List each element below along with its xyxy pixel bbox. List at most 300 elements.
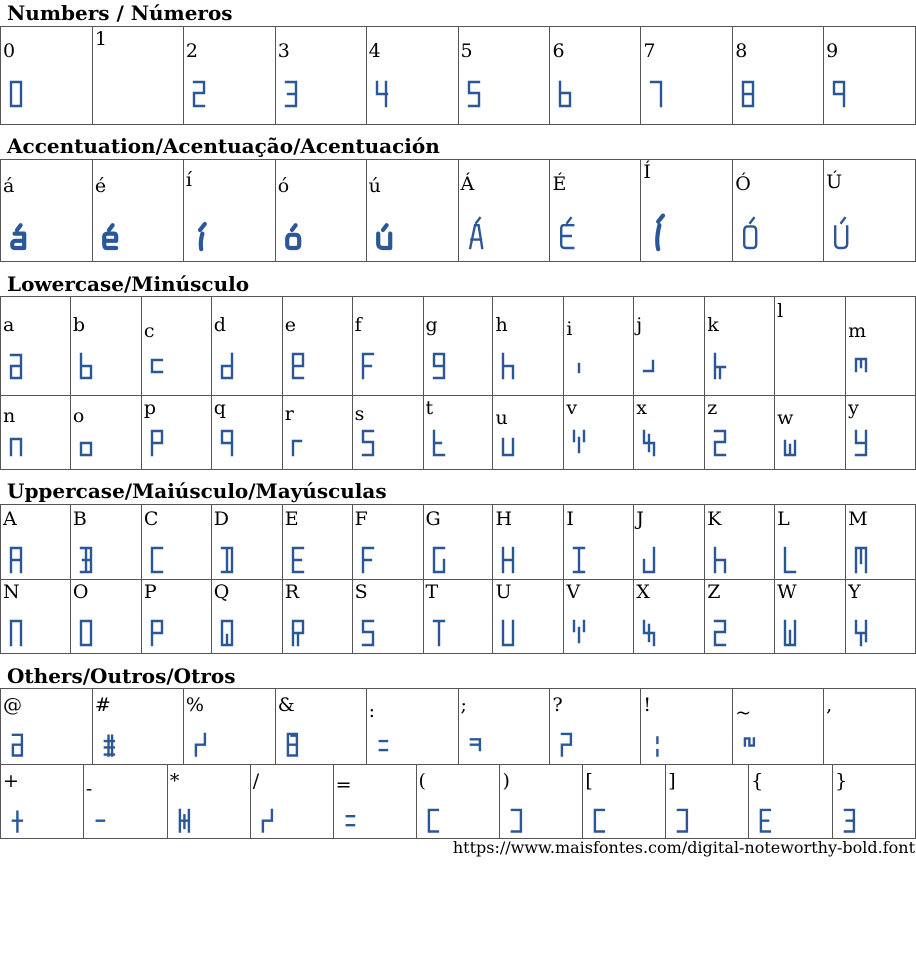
- glyph-shape: [152, 360, 162, 372]
- glyph-cell-slash: [251, 765, 334, 839]
- glyph-label: }: [835, 770, 848, 792]
- glyph-label: ?: [552, 694, 563, 716]
- glyph-label: -: [85, 778, 93, 800]
- glyph-preview: [705, 297, 775, 396]
- glyph-label: ): [502, 770, 510, 792]
- glyph-cell-lower-h: [493, 297, 564, 396]
- glyph-preview: [493, 580, 564, 654]
- glyph-cell-lower-i: [564, 297, 634, 396]
- glyph-shape: [81, 443, 91, 455]
- glyph-cell-upper-i-acute: [641, 160, 733, 262]
- glyph-label: Q: [213, 581, 230, 603]
- glyph-label: (: [418, 770, 426, 792]
- glyph-preview: [84, 765, 168, 839]
- glyph-shape: [434, 548, 444, 572]
- glyph-cell-upper-d: [212, 505, 283, 580]
- glyph-shape: [434, 431, 444, 455]
- glyph-label: p: [143, 397, 157, 419]
- glyph-label: /: [252, 770, 260, 792]
- glyph-cell-at: [1, 689, 93, 765]
- glyph-cell-upper-l: [775, 505, 846, 580]
- glyph-label: á: [3, 175, 15, 197]
- glyph-label: ú: [368, 175, 381, 197]
- glyph-shape: [715, 431, 725, 455]
- glyph-label: w: [777, 407, 794, 429]
- glyph-cell-upper-q: [212, 580, 283, 654]
- glyph-shape: [222, 548, 232, 572]
- accents-grid: [0, 159, 916, 262]
- numbers-grid: [0, 26, 916, 125]
- glyph-preview: [334, 765, 417, 839]
- glyph-label: ]: [668, 770, 676, 792]
- glyph-label: N: [3, 581, 20, 603]
- glyph-preview: [749, 765, 833, 839]
- glyph-label: W: [777, 581, 797, 603]
- glyph-label: é: [94, 175, 107, 197]
- glyph-label: K: [707, 508, 722, 530]
- glyph-cell-hash: [93, 689, 184, 765]
- glyph-preview: [424, 580, 494, 654]
- glyph-label: e: [284, 314, 296, 336]
- glyph-cell-upper-r: [283, 580, 353, 654]
- glyph-label: !: [643, 694, 651, 716]
- glyph-shape: [503, 439, 513, 455]
- glyph-cell-asterisk: [168, 765, 251, 839]
- glyph-cell-lower-v: [564, 396, 634, 470]
- glyph-preview: [459, 689, 551, 765]
- glyph-shape: [363, 621, 373, 645]
- glyph-cell-colon: [367, 689, 459, 765]
- glyph-label: q: [213, 397, 226, 419]
- glyph-shape: [562, 734, 571, 756]
- glyph-preview: [71, 580, 142, 654]
- glyph-cell-lower-b: [71, 297, 142, 396]
- glyph-shape: [152, 621, 162, 645]
- glyph-cell-upper-k: [705, 505, 775, 580]
- glyph-cell-lower-a: [1, 297, 71, 396]
- glyph-preview: [824, 160, 916, 262]
- glyph-preview: [424, 396, 494, 470]
- glyph-cell-upper-y: [846, 580, 916, 654]
- glyph-preview: [212, 580, 283, 654]
- glyph-shape: [856, 548, 866, 572]
- glyph-cell-equals: [334, 765, 417, 839]
- glyph-shape: [715, 621, 725, 645]
- glyph-cell-digit-0: [1, 27, 93, 125]
- glyph-cell-i-acute: [184, 160, 276, 262]
- glyph-label: ó: [277, 175, 290, 197]
- glyph-cell-lower-q: [212, 396, 283, 470]
- glyph-preview: [733, 160, 824, 262]
- glyph-label: É: [552, 173, 567, 195]
- glyph-shape: [512, 810, 521, 832]
- glyph-cell-upper-u: [493, 580, 564, 654]
- glyph-cell-o-acute: [276, 160, 367, 262]
- glyph-shape: [11, 621, 21, 645]
- glyph-preview: [775, 505, 846, 580]
- glyph-preview: [705, 396, 775, 470]
- glyph-preview: [550, 27, 641, 125]
- glyph-shape: [785, 441, 795, 455]
- glyph-shape: [196, 734, 205, 756]
- glyph-cell-ampersand: [276, 689, 367, 765]
- glyph-shape: [743, 82, 753, 106]
- glyph-cell-upper-w: [775, 580, 846, 654]
- glyph-shape: [715, 548, 725, 572]
- glyph-label: v: [566, 397, 578, 419]
- glyph-cell-lbrace: [749, 765, 833, 839]
- glyph-preview: [733, 27, 824, 125]
- others-grid-row2: [0, 764, 916, 839]
- glyph-shape: [152, 548, 162, 572]
- glyph-shape: [744, 218, 756, 248]
- glyph-label: a: [3, 314, 15, 336]
- glyph-label: n: [3, 405, 16, 427]
- glyph-preview: [824, 27, 916, 125]
- glyph-cell-upper-c: [142, 505, 212, 580]
- glyph-cell-semicolon: [459, 689, 551, 765]
- glyph-preview: [1, 580, 71, 654]
- glyph-shape: [785, 621, 795, 645]
- glyph-shape: [377, 82, 387, 106]
- glyph-cell-upper-s: [353, 580, 424, 654]
- glyph-preview: [71, 505, 142, 580]
- glyph-cell-upper-v: [564, 580, 634, 654]
- glyph-cell-lower-r: [283, 396, 353, 470]
- glyph-shape: [194, 82, 204, 106]
- glyph-cell-plus: [1, 765, 84, 839]
- glyph-preview: [1, 297, 71, 396]
- glyph-label: V: [566, 581, 581, 603]
- glyph-label: 5: [460, 40, 473, 62]
- lowercase-title: Lowercase/Minúsculo: [7, 272, 250, 296]
- glyph-label: X: [636, 581, 650, 603]
- glyph-shape: [363, 431, 373, 455]
- glyph-shape: [574, 431, 584, 452]
- glyph-shape: [363, 354, 373, 378]
- glyph-preview: [142, 580, 212, 654]
- glyph-preview: [367, 689, 459, 765]
- glyph-shape: [595, 810, 604, 832]
- glyph-preview: [846, 505, 916, 580]
- glyph-label: i: [566, 318, 573, 340]
- glyph-cell-digit-7: [641, 27, 733, 125]
- glyph-label: Z: [707, 581, 721, 603]
- source-url: https://www.maisfontes.com/digital-noteworthy-bold.font: [452, 838, 915, 857]
- glyph-cell-a-acute: [1, 160, 93, 262]
- glyph-cell-upper-m: [846, 505, 916, 580]
- glyph-shape: [346, 816, 353, 825]
- glyph-label: Ó: [735, 173, 751, 195]
- glyph-label: +: [3, 770, 19, 792]
- glyph-preview: [459, 27, 551, 125]
- glyph-cell-minus: [84, 765, 168, 839]
- glyph-shape: [470, 739, 479, 750]
- glyph-label: 7: [643, 40, 656, 62]
- glyph-label: k: [707, 314, 719, 336]
- glyph-cell-upper-n: [1, 580, 71, 654]
- glyph-preview: [493, 505, 564, 580]
- glyph-shape: [856, 359, 866, 371]
- glyph-shape: [715, 354, 725, 378]
- glyph-cell-digit-2: [184, 27, 276, 125]
- glyph-shape: [761, 810, 770, 832]
- glyph-label: [: [585, 770, 593, 792]
- glyph-shape: [363, 548, 373, 572]
- glyph-preview: [424, 505, 494, 580]
- glyph-preview: [283, 396, 353, 470]
- glyph-shape: [11, 355, 21, 378]
- glyph-shape: [470, 218, 482, 248]
- glyph-cell-upper-f: [353, 505, 424, 580]
- glyph-preview: [583, 765, 666, 839]
- glyph-preview: [641, 689, 733, 765]
- glyph-preview: [733, 689, 824, 765]
- glyph-cell-lower-j: [634, 297, 705, 396]
- glyph-preview: [212, 396, 283, 470]
- glyph-shape: [503, 621, 513, 645]
- glyph-label: T: [425, 581, 439, 603]
- glyph-shape: [293, 354, 303, 378]
- glyph-label: 1: [94, 28, 107, 50]
- glyph-label: s: [354, 403, 365, 425]
- glyph-shape: [152, 431, 162, 455]
- glyph-cell-upper-a: [1, 505, 71, 580]
- glyph-preview: [564, 297, 634, 396]
- glyph-preview: [93, 160, 184, 262]
- glyph-cell-exclamation: [641, 689, 733, 765]
- glyph-preview: [775, 396, 846, 470]
- glyph-preview: [634, 396, 705, 470]
- glyph-label: 3: [277, 40, 290, 62]
- glyph-shape: [644, 361, 653, 371]
- glyph-label: Y: [848, 581, 861, 603]
- glyph-shape: [180, 810, 189, 832]
- glyph-label: 0: [3, 40, 16, 62]
- glyph-label: h: [495, 314, 508, 336]
- glyph-cell-lbracket: [583, 765, 666, 839]
- glyph-cell-lower-c: [142, 297, 212, 396]
- glyph-cell-lower-l: [775, 297, 846, 396]
- glyph-label: H: [495, 508, 513, 530]
- glyph-shape: [428, 810, 437, 832]
- glyph-preview: [459, 160, 551, 262]
- glyph-cell-upper-z: [705, 580, 775, 654]
- glyph-label: =: [335, 774, 352, 796]
- glyph-cell-lower-e: [283, 297, 353, 396]
- glyph-label: L: [777, 508, 790, 530]
- glyph-label: S: [354, 581, 368, 603]
- glyph-preview: [1, 689, 93, 765]
- uppercase-title: Uppercase/Maiúsculo/Mayúsculas: [7, 479, 387, 503]
- glyph-cell-lower-z: [705, 396, 775, 470]
- glyph-preview: [184, 160, 276, 262]
- glyph-cell-rparen: [500, 765, 583, 839]
- glyph-label: o: [72, 405, 85, 427]
- glyph-preview: [367, 160, 459, 262]
- glyph-label: c: [143, 320, 155, 342]
- glyph-preview: [1, 27, 93, 125]
- glyph-preview: [168, 765, 251, 839]
- glyph-cell-rbrace: [833, 765, 916, 839]
- glyph-shape: [644, 548, 654, 572]
- glyph-cell-upper-t: [424, 580, 494, 654]
- glyph-shape: [434, 621, 444, 645]
- glyph-cell-upper-p: [142, 580, 212, 654]
- glyph-preview: [500, 765, 583, 839]
- glyph-cell-lower-g: [424, 297, 494, 396]
- glyph-cell-lower-p: [142, 396, 212, 470]
- glyph-cell-tilde: [733, 689, 824, 765]
- glyph-shape: [222, 621, 232, 645]
- glyph-label: y: [848, 397, 859, 419]
- glyph-preview: [846, 580, 916, 654]
- glyph-preview: [212, 505, 283, 580]
- glyph-cell-digit-5: [459, 27, 551, 125]
- glyph-cell-upper-u-acute: [824, 160, 916, 262]
- glyph-preview: [550, 689, 641, 765]
- glyph-shape: [644, 621, 654, 645]
- glyph-shape: [856, 431, 866, 455]
- glyph-shape: [222, 354, 232, 378]
- glyph-preview: [634, 297, 705, 396]
- glyph-preview: [641, 27, 733, 125]
- glyph-shape: [288, 734, 297, 756]
- lowercase-grid-row2: [0, 396, 916, 470]
- glyph-shape: [13, 735, 22, 756]
- glyph-preview: [283, 505, 353, 580]
- glyph-label: 4: [368, 40, 381, 62]
- glyph-cell-lower-k: [705, 297, 775, 396]
- glyph-preview: [276, 160, 367, 262]
- glyph-label: @: [3, 694, 22, 716]
- glyph-preview: [775, 580, 846, 654]
- glyph-label: b: [72, 314, 86, 336]
- glyph-shape: [379, 741, 386, 750]
- glyph-cell-lower-w: [775, 396, 846, 470]
- glyph-preview: [564, 396, 634, 470]
- glyph-label: M: [848, 508, 868, 530]
- glyph-label: O: [72, 581, 89, 603]
- glyph-cell-lower-s: [353, 396, 424, 470]
- glyph-cell-lower-o: [71, 396, 142, 470]
- glyph-shape: [574, 621, 584, 642]
- glyph-shape: [263, 810, 272, 832]
- glyph-label: D: [213, 508, 229, 530]
- glyph-cell-comma: [824, 689, 916, 765]
- glyph-cell-digit-1: [93, 27, 184, 125]
- glyph-preview: [93, 689, 184, 765]
- glyph-preview: [184, 689, 276, 765]
- others-grid-row1: [0, 688, 916, 765]
- glyph-cell-lower-d: [212, 297, 283, 396]
- glyph-preview: [1, 765, 84, 839]
- glyph-preview: [184, 27, 276, 125]
- glyph-preview: [846, 297, 916, 396]
- glyph-cell-digit-9: [824, 27, 916, 125]
- glyph-preview: [564, 580, 634, 654]
- glyph-shape: [560, 82, 570, 106]
- glyph-shape: [503, 548, 513, 572]
- glyph-cell-lower-m: [846, 297, 916, 396]
- glyph-preview: [353, 580, 424, 654]
- glyph-preview: [493, 297, 564, 396]
- lowercase-grid-row1: [0, 296, 916, 396]
- glyph-label: t: [425, 397, 434, 419]
- glyph-label: 9: [826, 40, 839, 62]
- glyph-cell-upper-o-acute: [733, 160, 824, 262]
- others-title: Others/Outros/Otros: [7, 664, 236, 688]
- glyph-label: g: [425, 314, 438, 336]
- glyph-preview: [833, 765, 916, 839]
- glyph-shape: [644, 431, 654, 455]
- glyph-label: m: [848, 320, 867, 342]
- glyph-shape: [222, 431, 232, 455]
- glyph-label: ,: [826, 694, 833, 716]
- glyph-cell-lower-t: [424, 396, 494, 470]
- glyph-shape: [11, 548, 21, 572]
- glyph-cell-upper-o: [71, 580, 142, 654]
- glyph-cell-percent: [184, 689, 276, 765]
- glyph-label: Í: [643, 161, 651, 183]
- glyph-label: ;: [460, 694, 467, 716]
- glyph-cell-lower-u: [493, 396, 564, 470]
- accents-title: Accentuation/Acentuação/Acentuación: [7, 134, 440, 158]
- glyph-label: E: [284, 508, 299, 530]
- glyph-label: C: [143, 508, 159, 530]
- glyph-preview: [846, 396, 916, 470]
- glyph-shape: [658, 216, 664, 250]
- glyph-cell-lower-f: [353, 297, 424, 396]
- glyph-shape: [835, 218, 847, 248]
- glyph-shape: [81, 548, 91, 572]
- glyph-preview: [493, 396, 564, 470]
- glyph-label: G: [425, 508, 441, 530]
- glyph-preview: [71, 396, 142, 470]
- glyph-shape: [200, 224, 205, 249]
- glyph-shape: [293, 548, 303, 572]
- glyph-label: 8: [735, 40, 748, 62]
- glyph-label: d: [213, 314, 226, 336]
- glyph-label: R: [284, 581, 299, 603]
- glyph-label: :: [368, 700, 376, 722]
- glyph-cell-upper-i: [564, 505, 634, 580]
- glyph-shape: [12, 225, 24, 248]
- glyph-cell-rbracket: [666, 765, 749, 839]
- glyph-shape: [13, 812, 22, 832]
- glyph-label: r: [284, 403, 294, 425]
- glyph-shape: [562, 218, 574, 248]
- glyph-preview: [71, 297, 142, 396]
- glyph-shape: [434, 354, 444, 378]
- glyph-label: &: [277, 694, 295, 716]
- glyph-cell-u-acute: [367, 160, 459, 262]
- glyph-cell-digit-8: [733, 27, 824, 125]
- glyph-label: z: [707, 397, 718, 419]
- glyph-shape: [745, 738, 754, 745]
- glyph-cell-e-acute: [93, 160, 184, 262]
- glyph-label: *: [169, 770, 180, 792]
- glyph-shape: [845, 810, 854, 832]
- glyph-label: x: [636, 397, 648, 419]
- glyph-cell-lower-n: [1, 396, 71, 470]
- glyph-preview: [276, 27, 367, 125]
- glyph-shape: [678, 810, 687, 832]
- glyph-preview: [424, 297, 494, 396]
- glyph-cell-digit-6: [550, 27, 641, 125]
- glyph-preview: [1, 160, 93, 262]
- glyph-preview: [634, 580, 705, 654]
